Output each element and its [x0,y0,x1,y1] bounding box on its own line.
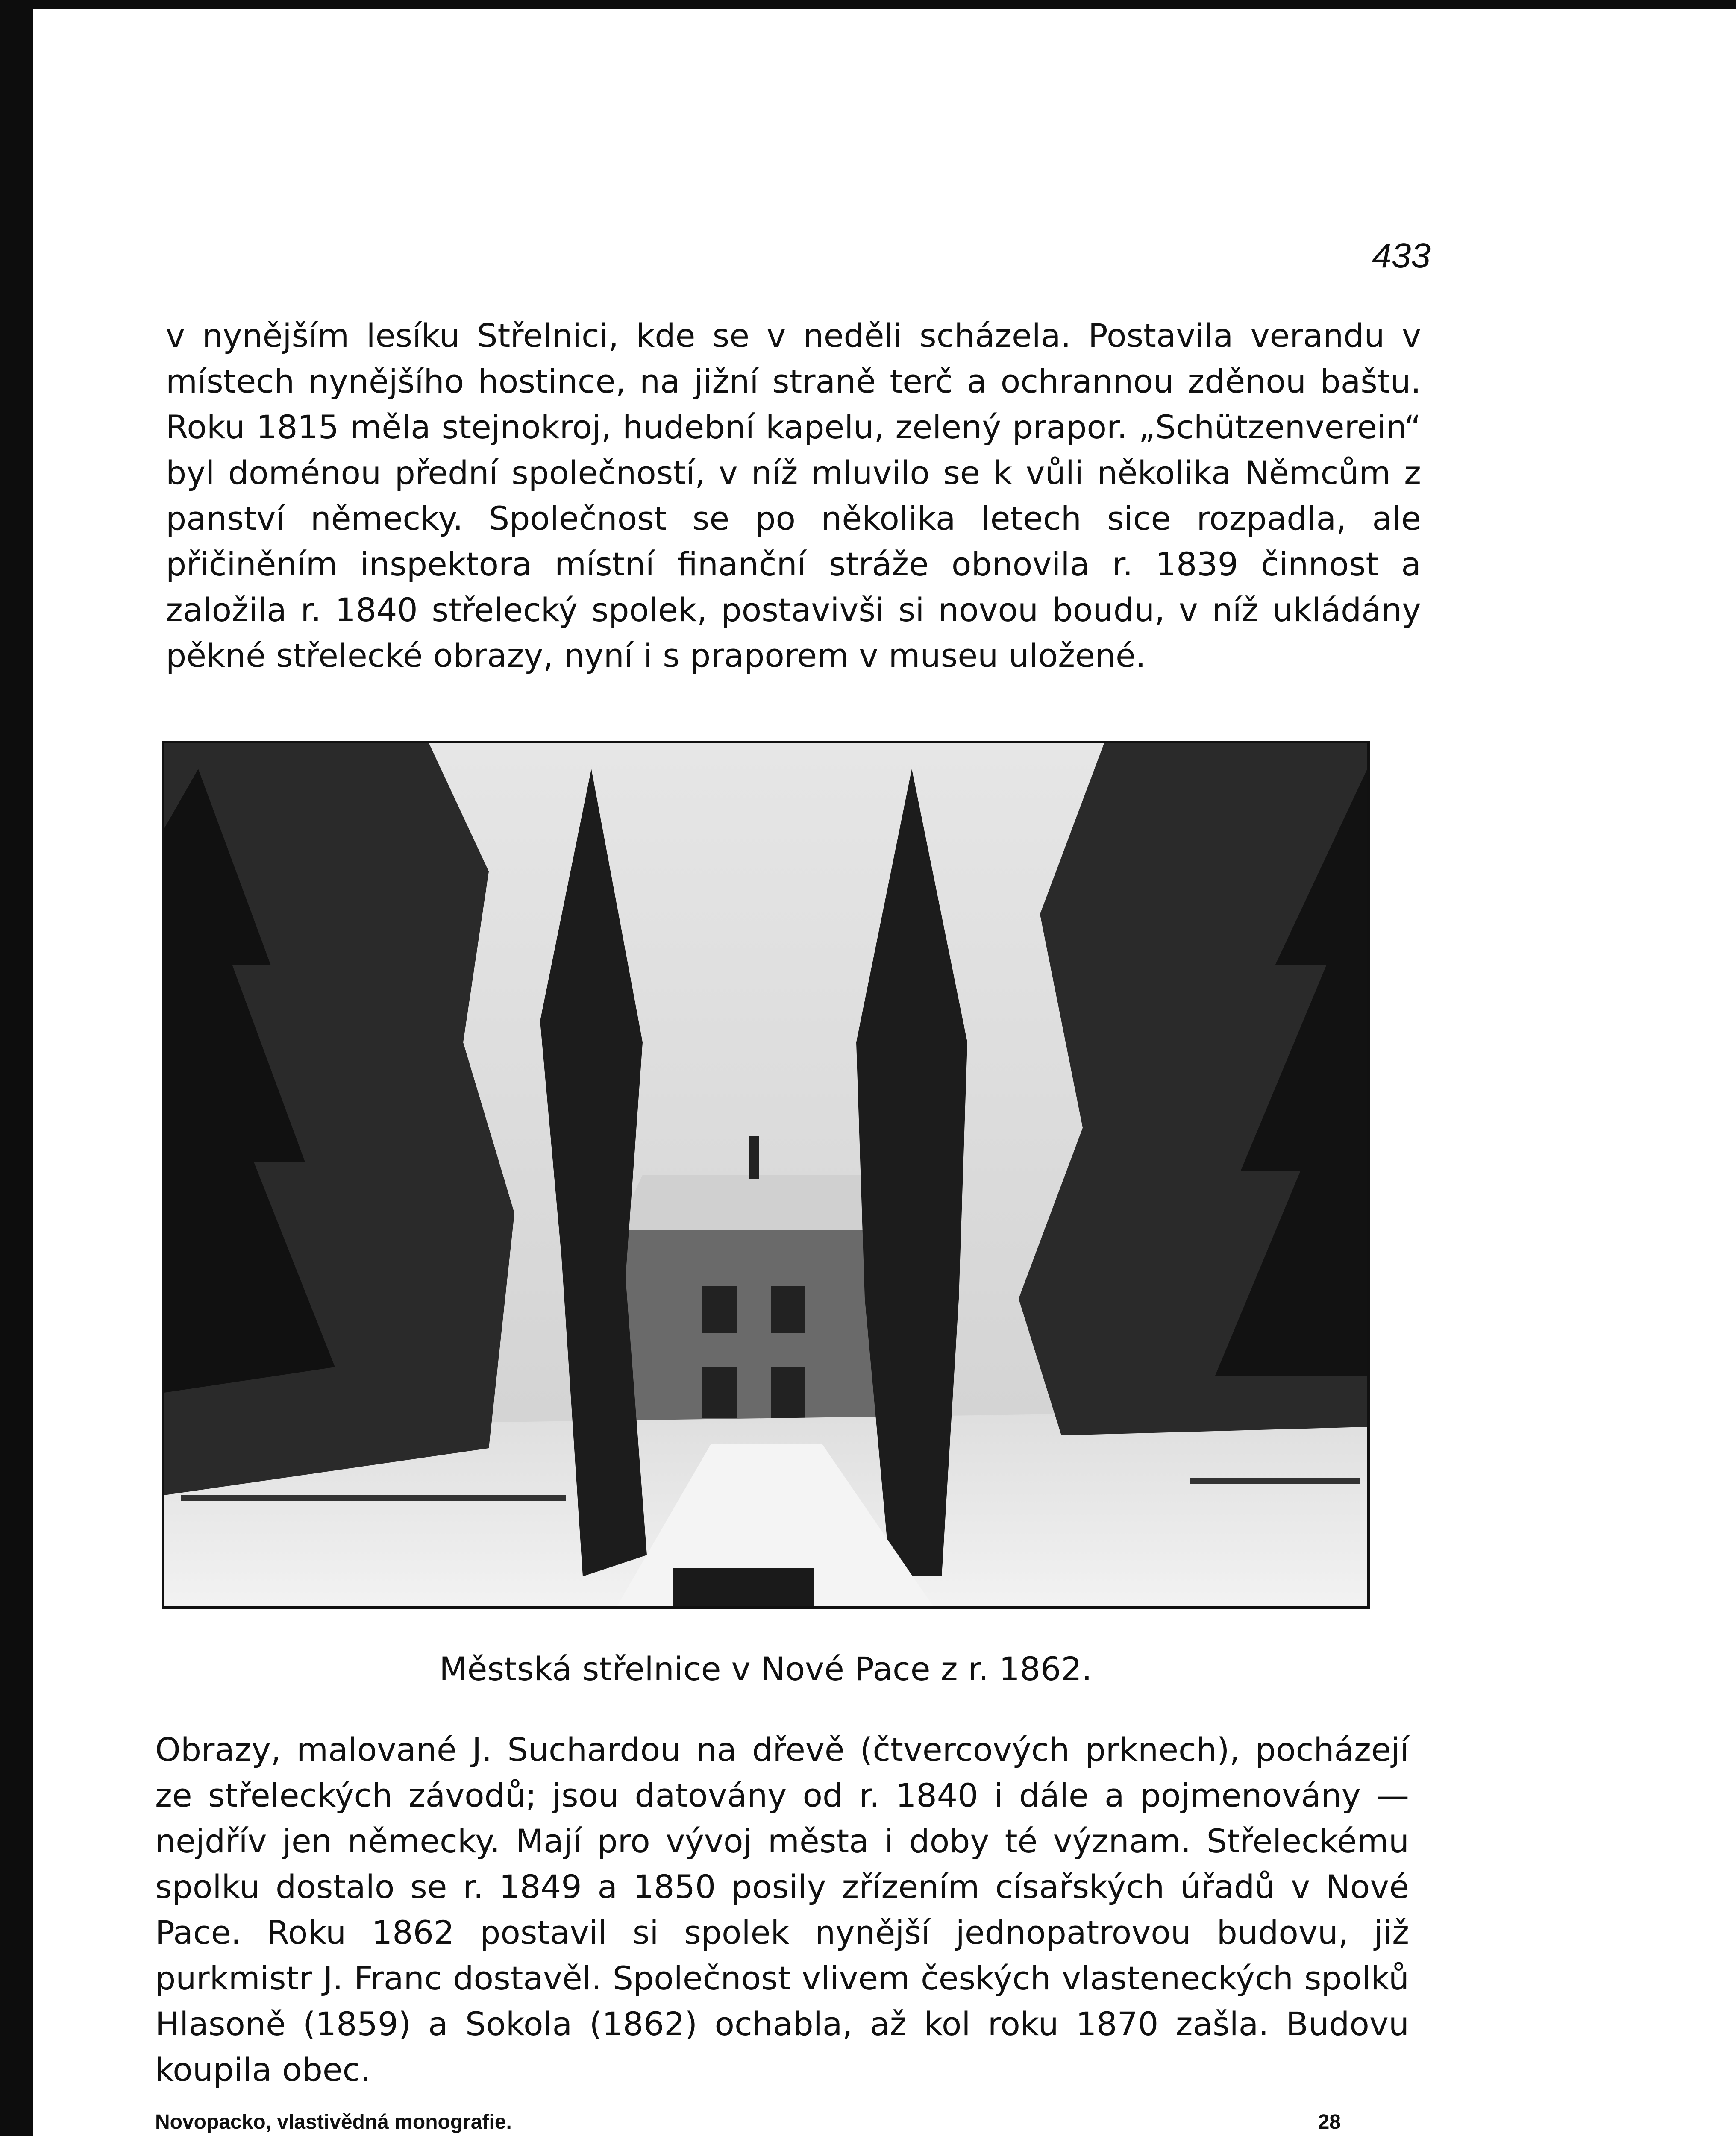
building [617,1136,895,1452]
book-page [33,9,1736,2136]
scan-edge-top [0,0,1736,9]
right-fence [1190,1478,1360,1484]
photo-caption: Městská střelnice v Nové Pace z r. 1862. [439,1650,1092,1688]
footer-title: Novopacko, vlastivědná monografie. [155,2111,512,2133]
bench [673,1568,814,1606]
page-number: 433 [1372,236,1431,275]
shooting-range-photo [162,741,1370,1609]
left-fence [181,1495,566,1501]
paragraph-top: v nynějším lesíku Střelnici, kde se v neděli scházela. Postavila verandu v místech nynějšího hostince, na jižní straně terč a ochrannou zděnou baštu. Roku 1815 měla stejnokroj, hudební kapelu, zelený prapor. „Schützenverein“ byl doménou přední společností, v níž mluvilo se k vůli několika Němcům z panství německy. Společnost se po několika letech sice rozpadla, ale přičiněním inspektora místní finanční stráže obnovila r. 1839 činnost a založila r. 1840 střelecký spolek, postavivši si novou boudu, v níž ukládány pěkné střelecké obrazy, nyní i s praporem v museu uložené. [166,317,1421,675]
footer-sheet-number: 28 [1318,2111,1341,2133]
scan-edge-left [0,0,33,2136]
paragraph-bottom: Obrazy, malované J. Suchardou na dřevě (čtvercových prknech), pocházejí ze střeleckých závodů; jsou datovány od r. 1840 i dále a pojmenovány — nejdřív jen německy. Mají pro vývoj města i doby té význam. Střeleckému spolku dostalo se r. 1849 a 1850 posily zřízením císařských úřadů v Nové Pace. Roku 1862 postavil si spolek nynější jednopatrovou budovu, již purkmistr J. Franc dostavěl. Společnost vlivem českých vlasteneckých spolků Hlasoně (1859) a Sokola (1862) ochabla, až kol roku 1870 zašla. Budovu koupila obec. [155,1731,1409,2089]
